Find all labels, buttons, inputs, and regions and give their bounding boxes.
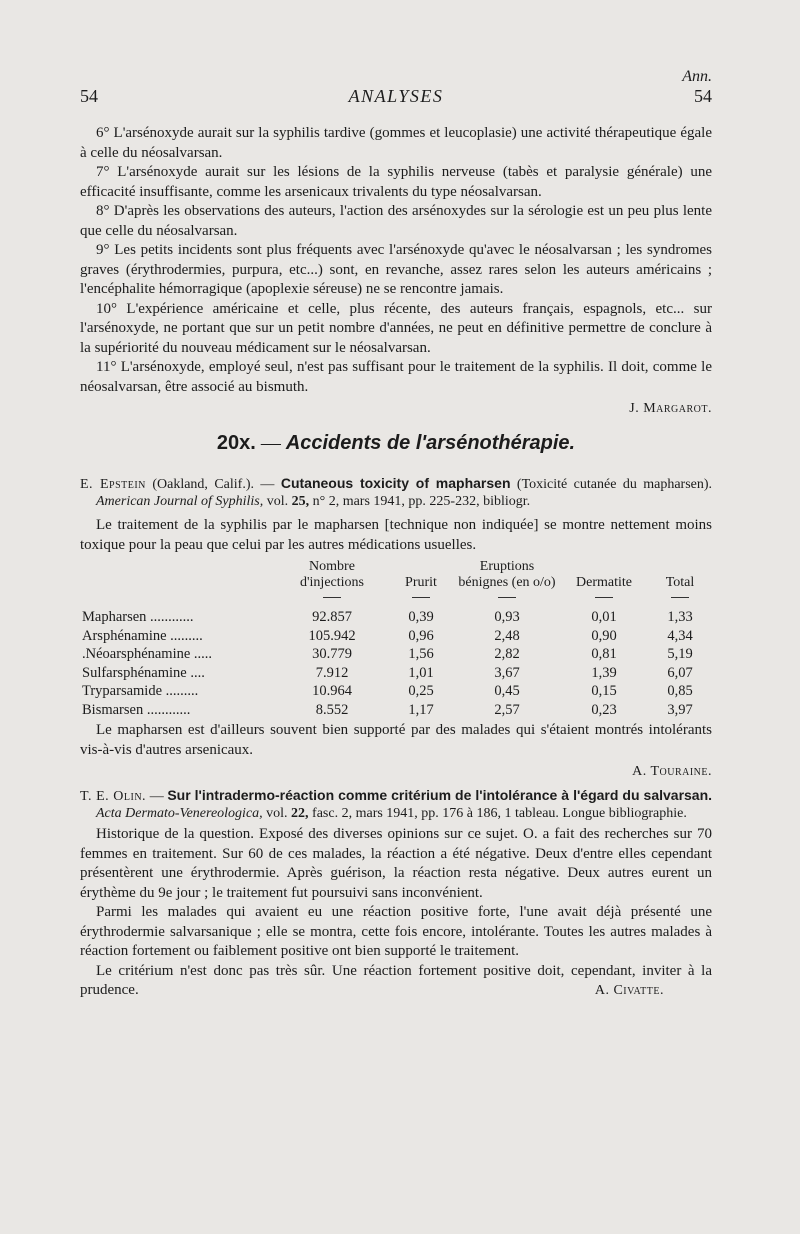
cell-injections: 10.964 (312, 683, 352, 699)
olin-paragraph-1: Historique de la question. Exposé des diverses opinions sur ce sujet. O. a fait des recherches sur 70 femmes en traitement. Sur 60 de ces malades, la réaction a été négative. Deux d'entre elles cependant présentèrent une érythrodermie. Après guérison, la réaction resta négative. Deux autres eurent un érythème du 9e jour ; le traitement fut poursuivi sans inconvénient. (80, 826, 712, 901)
toxicity-table (80, 559, 712, 719)
cell-prurit: 0,39 (408, 609, 434, 625)
signature-touraine: A. Touraine. (632, 764, 712, 779)
article-intro: Le traitement de la syphilis par le mapharsen [technique non indiquée] se montre nettement moins toxique pour la peau que celui par les autres médications usuelles. (80, 517, 712, 553)
author: T. E. Olin. (80, 789, 147, 804)
citation-details: n° 2, mars 1941, pp. 225-232, bibliogr. (312, 494, 531, 509)
page-number-right: 54 (694, 86, 712, 106)
volume-prefix: vol. (266, 806, 288, 821)
author: E. Epstein (80, 477, 146, 492)
article-title: Sur l'intradermo-réaction comme critérium de l'intolérance à l'égard du salvarsan. (167, 787, 713, 803)
row-label: .Néoarsphénamine ..... (82, 646, 213, 662)
running-header (80, 86, 712, 112)
cell-dermatite: 0,90 (591, 627, 617, 644)
col-header-drug (80, 559, 276, 591)
rule-dash (498, 597, 516, 598)
cell-total: 4,34 (667, 627, 693, 644)
table-row (80, 701, 712, 720)
cell-eruptions: 0,45 (494, 683, 520, 699)
section-title: Accidents de l'arsénothérapie. (285, 432, 576, 454)
signature-margarot: J. Margarot. (629, 401, 712, 416)
author-dash: — (149, 789, 164, 804)
cell-total: 3,97 (667, 701, 693, 718)
cell-eruptions: 2,57 (494, 701, 520, 718)
section-heading (80, 432, 712, 455)
row-label: Arsphénamine ......... (82, 627, 203, 644)
table-header-row (80, 559, 712, 591)
section-dash: — (260, 432, 281, 454)
row-label: Bismarsen ............ (82, 701, 191, 718)
cell-injections: 105.942 (308, 627, 356, 644)
row-label: Mapharsen ............ (82, 609, 194, 625)
col-header-prurit: Prurit (405, 575, 437, 590)
col-header-total: Total (665, 575, 695, 590)
cell-injections: 7.912 (315, 664, 349, 681)
page-number-left: 54 (80, 86, 98, 106)
rule-dash (671, 597, 689, 598)
item-9: 9° Les petits incidents sont plus fréquents avec l'arsénoxyde qu'avec le néosalvarsan ; les syndromes graves (érythrodermies, purpura, etc...) sont, en revanche, assez rares selon les auteurs américains ; l'encéphalite hémorragique (apoplexie séreuse) ne se rencontre jamais. (80, 242, 712, 297)
item-10: 10° L'expérience américaine et celle, plus récente, des auteurs français, espagnols, etc... sur l'arsénoxyde, ne portant que sur un petit nombre d'années, ne peut en définitive permettre de conclure à la supériorité du nouveau médicament sur le néosalvarsan. (80, 300, 712, 356)
cell-total: 6,07 (667, 664, 693, 681)
cell-total: 0,85 (667, 683, 693, 699)
article-conclusion: Le mapharsen est d'ailleurs souvent bien supporté par des malades qui s'étaient montrés intolérants vis-à-vis d'autres arsenicaux. (80, 722, 712, 758)
article-reference (80, 475, 712, 510)
cell-prurit: 1,01 (408, 664, 434, 681)
cell-dermatite: 0,15 (591, 683, 617, 699)
row-label: Tryparsamide ......... (82, 683, 199, 699)
cell-dermatite: 0,01 (591, 609, 617, 625)
table-row (80, 608, 712, 627)
cell-total: 5,19 (667, 646, 693, 662)
rule-dash (323, 597, 341, 598)
item-7: 7° L'arsénoxyde aurait sur les lésions de la syphilis nerveuse (tabès et paralysie générale) une efficacité insuffisante, comme les arsenicaux trivalents du type néosalvarsan. (80, 164, 712, 200)
author-place: (Oakland, Calif.). — (152, 477, 275, 492)
journal-name: Acta Dermato-Venereologica, (96, 806, 263, 821)
cell-eruptions: 2,82 (494, 646, 520, 662)
item-11: 11° L'arsénoxyde, employé seul, n'est pas suffisant pour le traitement de la syphilis. Il doit, comme le néosalvarsan, être associé au bismuth. (80, 359, 712, 395)
table-row (80, 682, 712, 701)
citation-details: fasc. 2, mars 1941, pp. 176 à 186, 1 tableau. Longue bibliographie. (312, 806, 687, 821)
olin-paragraph-3-text: Le critérium n'est donc pas très sûr. Une réaction fortement positive doit, cependant, inviter à la prudence. (80, 962, 712, 998)
previous-article-end (80, 124, 712, 418)
journal-name: American Journal of Syphilis, (96, 494, 264, 509)
cell-prurit: 0,96 (408, 627, 434, 644)
header-annotation: Ann. (682, 68, 712, 85)
cell-eruptions: 3,67 (494, 664, 520, 681)
col-header-dermatite: Dermatite (576, 575, 632, 590)
rule-dash (412, 597, 430, 598)
olin-paragraph-2: Parmi les malades qui avaient eu une réaction positive forte, l'une avait déjà présenté une érythrodermie salvarsanique ; elle se montra, cette fois encore, intolérante. Toutes les autres malades à réaction fortement ou faiblement positive ont bien supporté le traitement. (80, 904, 712, 959)
cell-prurit: 1,17 (408, 701, 434, 718)
table-row (80, 664, 712, 683)
col-header-injections: Nombre d'injections (300, 559, 364, 590)
article-reference (80, 787, 712, 822)
running-title: ANALYSES (348, 86, 444, 106)
table-rule-row (80, 591, 712, 608)
cell-injections: 30.779 (312, 646, 352, 662)
volume-number: 22, (291, 806, 309, 821)
article-olin (80, 787, 712, 1001)
cell-prurit: 1,56 (408, 646, 434, 662)
row-label: Sulfarsphénamine .... (82, 664, 205, 681)
volume-prefix: vol. (266, 494, 289, 509)
cell-total: 1,33 (667, 609, 693, 625)
cell-eruptions: 0,93 (494, 609, 520, 625)
cell-eruptions: 2,48 (494, 627, 520, 644)
cell-dermatite: 1,39 (591, 664, 617, 681)
title-translation: (Toxicité cutanée du mapharsen). (516, 477, 713, 492)
volume-number: 25, (291, 494, 310, 509)
cell-prurit: 0,25 (408, 683, 434, 699)
table-row (80, 627, 712, 646)
cell-dermatite: 0,81 (591, 646, 617, 662)
rule-dash (595, 597, 613, 598)
page-body (80, 124, 712, 1001)
item-6: 6° L'arsénoxyde aurait sur la syphilis tardive (gommes et leucoplasie) une activité thérapeutique égale à celle du néosalvarsan. (80, 125, 712, 161)
cell-injections: 92.857 (312, 609, 352, 625)
item-8: 8° D'après les observations des auteurs, l'action des arsénoxydes sur la sérologie est un peu plus lente que celle du néosalvarsan. (80, 203, 712, 239)
olin-paragraph-3 (80, 962, 712, 1001)
cell-dermatite: 0,23 (591, 701, 617, 718)
section-number: 20x. (216, 432, 256, 454)
signature-civatte: A. Civatte. (594, 983, 664, 998)
article-epstein (80, 475, 712, 781)
table-row (80, 645, 712, 664)
article-title: Cutaneous toxicity of mapharsen (280, 475, 511, 491)
cell-injections: 8.552 (315, 701, 349, 718)
col-header-eruptions: Eruptions bénignes (en o/o) (458, 559, 556, 590)
